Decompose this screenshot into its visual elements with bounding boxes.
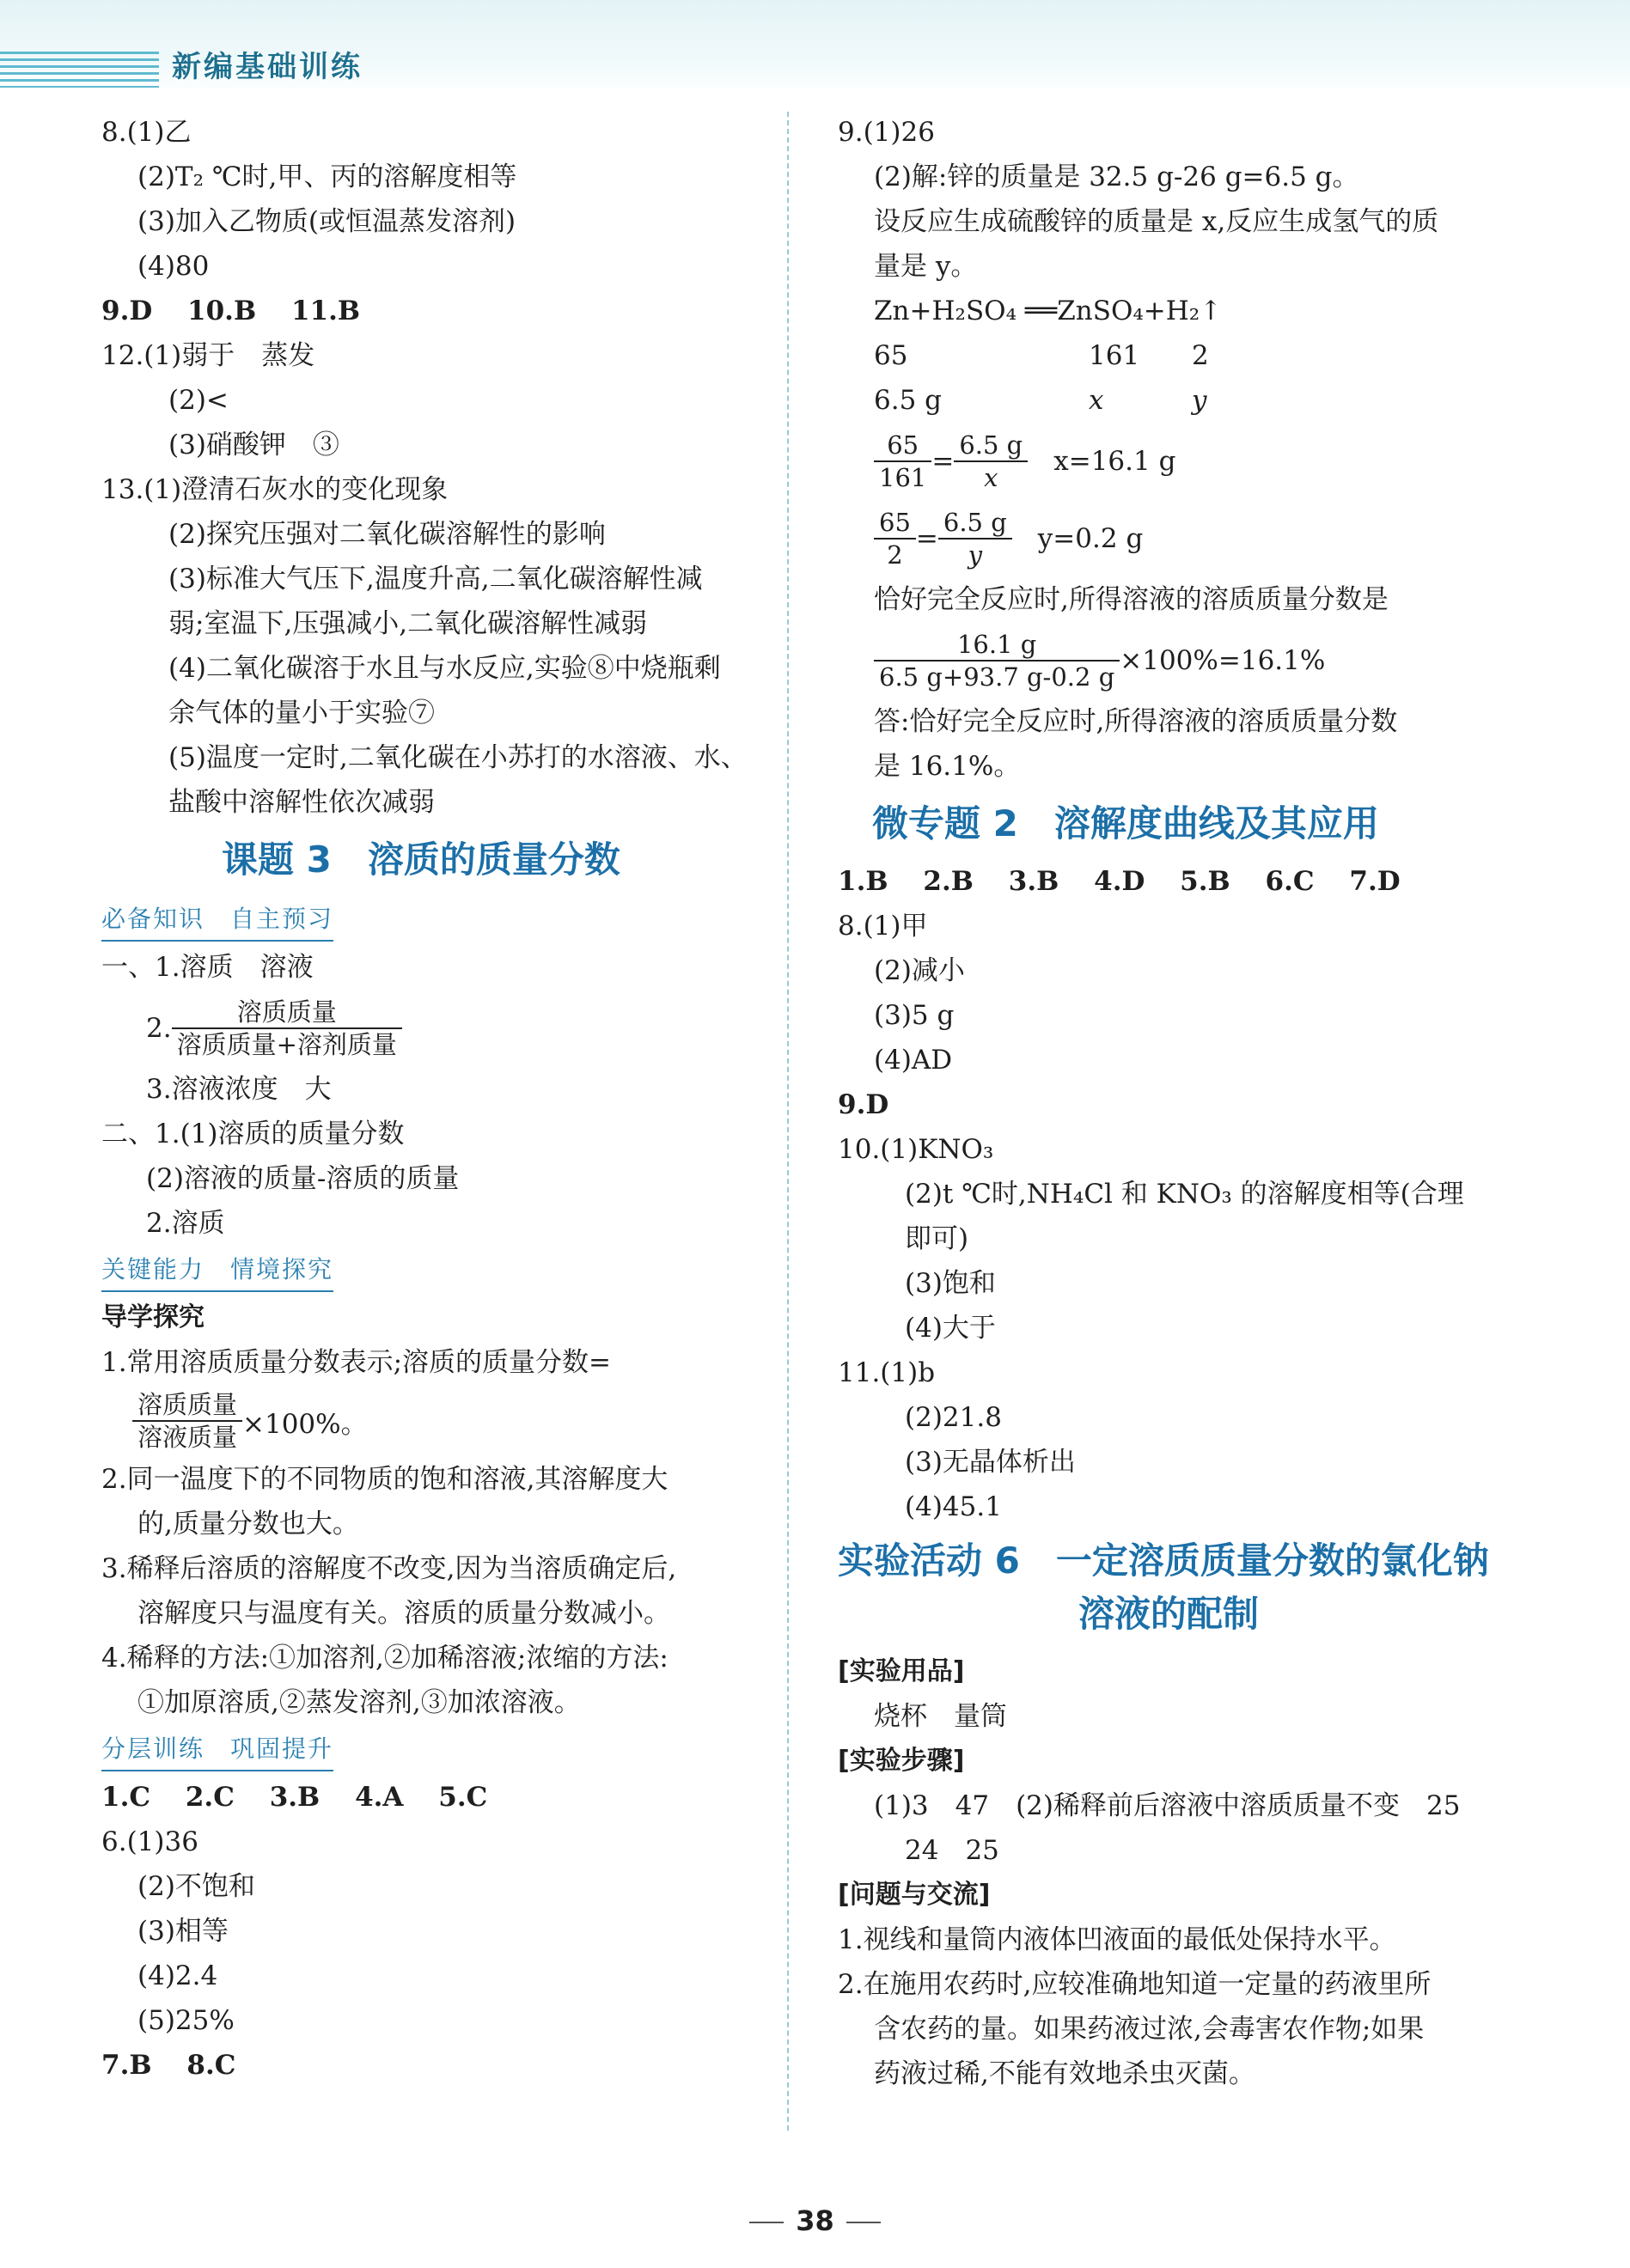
k2-prefix: 2. bbox=[146, 1013, 172, 1044]
answer: 4.D bbox=[1094, 866, 1145, 897]
d4a: 4.稀释的方法:①加溶剂,②加稀溶液;浓缩的方法: bbox=[101, 1643, 668, 1674]
denominator: 溶液质量 bbox=[137, 1423, 238, 1452]
answer: 1.B bbox=[838, 866, 888, 897]
numerator: 65 bbox=[874, 507, 916, 540]
q9-answer: 9.D bbox=[838, 1089, 889, 1120]
denominator: x bbox=[984, 463, 998, 492]
denominator: 溶质质量+溶剂质量 bbox=[176, 1030, 397, 1059]
steps-line1: (1)3 47 (2)稀释前后溶液中溶质质量不变 25 bbox=[874, 1790, 1461, 1821]
q13-part5b: 盐酸中溶解性依次减弱 bbox=[168, 787, 435, 818]
value: y bbox=[1192, 385, 1207, 416]
value: 161 bbox=[1089, 340, 1140, 371]
q9-11-answers bbox=[101, 289, 772, 333]
q6: 6.(1)36 bbox=[101, 1826, 198, 1857]
subheading: [实验步骤] bbox=[838, 1746, 965, 1776]
q13-part5a: (5)温度一定时,二氧化碳在小苏打的水溶液、水、 bbox=[168, 742, 748, 773]
k3: 3.溶液浓度 大 bbox=[146, 1074, 332, 1105]
answer: 9.D bbox=[101, 296, 153, 326]
answer: 11.B bbox=[290, 296, 361, 326]
k5: (2)溶液的质量-溶质的质量 bbox=[146, 1163, 460, 1194]
d1-fraction bbox=[101, 1385, 772, 1457]
tag-title: 必备知识 自主预习 bbox=[101, 900, 333, 942]
answer: 6.C bbox=[1265, 866, 1315, 897]
mc-answers bbox=[101, 1775, 772, 1820]
fraction bbox=[954, 430, 1028, 493]
value: x bbox=[1089, 385, 1104, 416]
q13-part4b: 余气体的量小于实验⑦ bbox=[168, 698, 435, 729]
q6-part2: (2)不饱和 bbox=[137, 1871, 255, 1902]
page-number bbox=[0, 2204, 1630, 2237]
answer: 5.B bbox=[1180, 866, 1230, 897]
q9-part3a: 设反应生成硫酸锌的质量是 x,反应生成氢气的质 bbox=[874, 206, 1439, 237]
d4b: ①加原溶质,②蒸发溶剂,③加浓溶液。 bbox=[137, 1687, 581, 1718]
answer: 2.C bbox=[185, 1782, 235, 1813]
denominator: y bbox=[968, 540, 983, 570]
answer: 4.A bbox=[355, 1782, 404, 1813]
numerator: 65 bbox=[874, 430, 931, 462]
q13-part2: (2)探究压强对二氧化碳溶解性的影响 bbox=[168, 519, 606, 550]
subheading: [实验用品] bbox=[838, 1656, 965, 1686]
numerator: 6.5 g bbox=[938, 507, 1012, 540]
section-title: 课题 3 溶质的质量分数 bbox=[222, 838, 620, 881]
q8-part2: (2)减小 bbox=[874, 955, 965, 986]
q10-part3: (3)饱和 bbox=[905, 1268, 996, 1299]
d3b: 溶解度只与温度有关。溶质的质量分数减小。 bbox=[137, 1598, 670, 1629]
numerator: 16.1 g bbox=[874, 629, 1120, 662]
q9-answer-a: 答:恰好完全反应时,所得溶液的溶质质量分数 bbox=[874, 706, 1398, 737]
q11-part4: (4)45.1 bbox=[905, 1491, 1002, 1522]
q10-part2b: 即可) bbox=[905, 1223, 969, 1254]
numerator: 6.5 g bbox=[954, 430, 1028, 462]
mass-fraction bbox=[838, 622, 1525, 699]
q11-part3: (3)无晶体析出 bbox=[905, 1447, 1076, 1478]
answer: 3.B bbox=[1008, 866, 1059, 897]
q13-part3b: 弱;室温下,压强减小,二氧化碳溶解性减弱 bbox=[168, 608, 648, 639]
q6-part3: (3)相等 bbox=[137, 1916, 229, 1947]
e1: 1.视线和量筒内液体凹液面的最低处保持水平。 bbox=[838, 1924, 1396, 1955]
d2b: 的,质量分数也大。 bbox=[137, 1509, 359, 1539]
d3a: 3.稀释后溶质的溶解度不改变,因为当溶质确定后, bbox=[101, 1553, 677, 1584]
q10: 10.(1)KNO₃ bbox=[838, 1134, 994, 1165]
q8-part4: (4)AD bbox=[874, 1045, 953, 1076]
steps-line2: 24 25 bbox=[905, 1835, 999, 1866]
q9-part2: (2)解:锌的质量是 32.5 g-26 g=6.5 g。 bbox=[874, 162, 1359, 192]
d2a: 2.同一温度下的不同物质的饱和溶液,其溶解度大 bbox=[101, 1464, 668, 1495]
answer: 7.B bbox=[101, 2050, 152, 2081]
q11-part2: (2)21.8 bbox=[905, 1402, 1002, 1433]
q7-8-answers bbox=[101, 2043, 772, 2088]
q13-part4a: (4)二氧化碳溶于水且与水反应,实验⑧中烧瓶剩 bbox=[168, 653, 721, 684]
q10-part4: (4)大于 bbox=[905, 1313, 996, 1344]
answer: 2.B bbox=[923, 866, 974, 897]
q13-part3a: (3)标准大气压下,温度升高,二氧化碳溶解性减 bbox=[168, 564, 703, 594]
k4: 二、1.(1)溶质的质量分数 bbox=[101, 1119, 405, 1149]
k2-fraction bbox=[101, 990, 772, 1067]
answer: 1.C bbox=[101, 1782, 151, 1813]
tag-title: 关键能力 情境探究 bbox=[101, 1251, 333, 1292]
answer: 8.C bbox=[186, 2050, 236, 2081]
section-title: 实验活动 6 一定溶质质量分数的氯化钠 bbox=[838, 1539, 1489, 1582]
fraction bbox=[132, 1389, 242, 1453]
q8: 8.(1)乙 bbox=[101, 117, 192, 148]
k6: 2.溶质 bbox=[146, 1208, 225, 1239]
materials: 烧杯 量筒 bbox=[874, 1701, 1007, 1732]
fraction bbox=[874, 430, 931, 493]
value: 65 bbox=[874, 340, 908, 371]
tag-title: 分层训练 巩固提升 bbox=[101, 1730, 333, 1771]
page-number-text: 38 bbox=[796, 2204, 834, 2237]
numerator: 溶质质量 bbox=[172, 997, 402, 1029]
equation: Zn+H₂SO₄ ══ZnSO₄+H₂↑ bbox=[874, 296, 1223, 326]
q8: 8.(1)甲 bbox=[838, 911, 928, 942]
q12: 12.(1)弱于 蒸发 bbox=[101, 340, 315, 371]
denominator: 6.5 g+93.7 g-0.2 g bbox=[879, 662, 1115, 692]
value: 6.5 g bbox=[874, 385, 942, 416]
mc-answers bbox=[838, 859, 1525, 904]
q8-part4: (4)80 bbox=[137, 251, 210, 282]
e2b: 含农药的量。如果药液过浓,会毒害农作物;如果 bbox=[874, 2014, 1425, 2045]
numerator: 溶质质量 bbox=[132, 1389, 242, 1422]
answer: 7.D bbox=[1349, 866, 1401, 897]
subheading: [问题与交流] bbox=[838, 1880, 991, 1910]
q9-answer-b: 是 16.1%。 bbox=[874, 751, 1021, 782]
column-divider bbox=[787, 112, 789, 2131]
value: 2 bbox=[1192, 340, 1209, 371]
d1: 1.常用溶质质量分数表示;溶质的质量分数= bbox=[101, 1347, 611, 1378]
q12-part2: (2)< bbox=[168, 385, 229, 416]
answer: 10.B bbox=[187, 296, 257, 326]
answer: 5.C bbox=[438, 1782, 488, 1813]
e2c: 药液过稀,不能有效地杀虫灭菌。 bbox=[874, 2058, 1255, 2089]
q8-part3: (3)5 g bbox=[874, 1000, 955, 1031]
q10-part2a: (2)t ℃时,NH₄Cl 和 KNO₃ 的溶解度相等(合理 bbox=[905, 1179, 1464, 1210]
answer: 3.B bbox=[269, 1782, 321, 1813]
section-title-line2: 溶液的配制 bbox=[1078, 1593, 1260, 1635]
subheading: 导学探究 bbox=[101, 1302, 205, 1332]
q13: 13.(1)澄清石灰水的变化现象 bbox=[101, 474, 449, 505]
q6-part5: (5)25% bbox=[137, 2005, 235, 2036]
q9-part4: 恰好完全反应时,所得溶液的溶质质量分数是 bbox=[874, 584, 1389, 615]
q11: 11.(1)b bbox=[838, 1357, 936, 1388]
equals: = bbox=[915, 523, 938, 554]
denominator: 161 bbox=[879, 463, 927, 492]
section-title: 微专题 2 溶解度曲线及其应用 bbox=[872, 802, 1379, 844]
e2a: 2.在施用农药时,应较准确地知道一定量的药液里所 bbox=[838, 1969, 1432, 2000]
ratio-x bbox=[838, 423, 1525, 500]
ratio-y bbox=[838, 500, 1525, 577]
equation-row2 bbox=[838, 378, 1525, 423]
result: y=0.2 g bbox=[1037, 523, 1144, 554]
left-column bbox=[101, 110, 772, 2088]
q9-part3b: 量是 y。 bbox=[874, 251, 978, 282]
q12-part3: (3)硝酸钾 ③ bbox=[168, 430, 339, 460]
denominator: 2 bbox=[887, 540, 903, 570]
fraction bbox=[874, 507, 916, 570]
k1: 一、1.溶质 溶液 bbox=[101, 952, 314, 983]
fraction bbox=[874, 629, 1120, 692]
fraction-tail: ×100%=16.1% bbox=[1120, 645, 1326, 676]
fraction-tail: ×100%。 bbox=[242, 1408, 368, 1440]
fraction bbox=[938, 507, 1012, 570]
right-column bbox=[838, 110, 1525, 2096]
q8-part3: (3)加入乙物质(或恒温蒸发溶剂) bbox=[137, 206, 516, 237]
result: x=16.1 g bbox=[1053, 446, 1176, 477]
q8-part2: (2)T₂ ℃时,甲、丙的溶解度相等 bbox=[137, 162, 517, 192]
fraction bbox=[172, 997, 402, 1060]
header-stripes bbox=[0, 52, 159, 88]
q6-part4: (4)2.4 bbox=[137, 1960, 218, 1991]
q9: 9.(1)26 bbox=[838, 117, 935, 148]
equals: = bbox=[931, 446, 955, 477]
header-title: 新编基础训练 bbox=[172, 50, 363, 84]
equation-row1 bbox=[838, 333, 1525, 378]
